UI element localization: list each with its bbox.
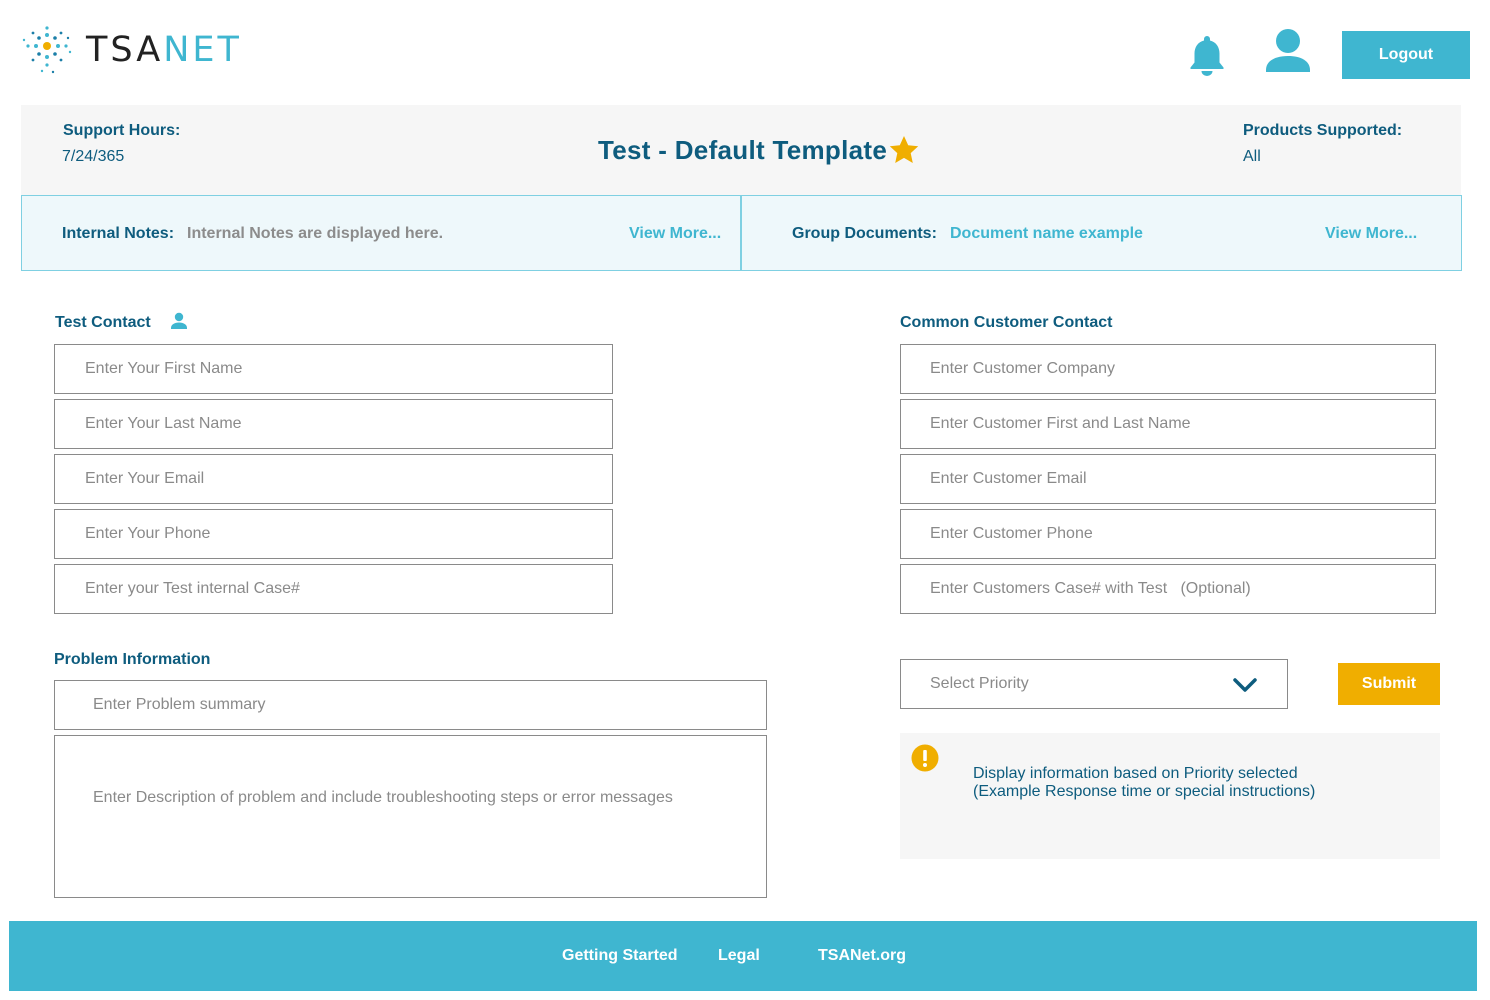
favorite-star-icon[interactable] bbox=[888, 134, 920, 166]
page-title: Test - Default Template bbox=[598, 135, 888, 165]
internal-case-input[interactable] bbox=[54, 564, 613, 614]
problem-description-textarea[interactable] bbox=[54, 735, 767, 898]
problem-summary-input[interactable] bbox=[54, 680, 767, 730]
customer-case-input[interactable] bbox=[900, 564, 1436, 614]
group-documents-view-more-link[interactable]: View More... bbox=[1325, 225, 1418, 242]
test-contact-title: Test Contact bbox=[55, 314, 151, 331]
priority-select-value: Select Priority bbox=[930, 675, 1029, 692]
products-supported-value: All bbox=[1243, 148, 1261, 165]
internal-notes-view-more-link[interactable]: View More... bbox=[629, 225, 722, 242]
customer-company-input[interactable] bbox=[900, 344, 1436, 394]
problem-information-title: Problem Information bbox=[54, 651, 211, 668]
support-hours-label: Support Hours: bbox=[63, 122, 181, 139]
customer-contact-title: Common Customer Contact bbox=[900, 314, 1113, 331]
notes-divider bbox=[740, 195, 742, 271]
customer-phone-input[interactable] bbox=[900, 509, 1436, 559]
customer-email-input[interactable] bbox=[900, 454, 1436, 504]
support-hours-value: 7/24/365 bbox=[62, 148, 125, 165]
email-input[interactable] bbox=[54, 454, 613, 504]
internal-notes-text: Internal Notes are displayed here. bbox=[187, 225, 444, 242]
last-name-input[interactable] bbox=[54, 399, 613, 449]
contact-person-icon[interactable] bbox=[170, 312, 188, 330]
warning-icon bbox=[911, 744, 939, 772]
priority-info-line-2: (Example Response time or special instructions) bbox=[973, 783, 1316, 800]
footer-link-getting-started[interactable]: Getting Started bbox=[562, 947, 678, 964]
internal-notes-label: Internal Notes: bbox=[62, 225, 175, 242]
logo-text-net: NET bbox=[163, 30, 242, 70]
phone-input[interactable] bbox=[54, 509, 613, 559]
tsanet-logo[interactable] bbox=[20, 24, 240, 78]
priority-info-panel bbox=[900, 733, 1440, 859]
group-document-link[interactable]: Document name example bbox=[950, 225, 1143, 242]
group-documents-label: Group Documents: bbox=[792, 225, 937, 242]
logo-text-tsa: TSA bbox=[86, 30, 164, 70]
logo-wordmark bbox=[86, 28, 242, 72]
customer-name-input[interactable] bbox=[900, 399, 1436, 449]
user-profile-icon[interactable] bbox=[1264, 28, 1312, 76]
first-name-input[interactable] bbox=[54, 344, 613, 394]
footer-link-tsanet-org[interactable]: TSANet.org bbox=[818, 947, 906, 964]
footer bbox=[9, 921, 1477, 991]
submit-button[interactable]: Submit bbox=[1338, 663, 1440, 705]
bell-icon[interactable] bbox=[1186, 34, 1228, 76]
products-supported-label: Products Supported: bbox=[1243, 122, 1403, 139]
footer-link-legal[interactable]: Legal bbox=[718, 947, 760, 964]
logo-burst-icon bbox=[20, 24, 80, 78]
chevron-down-icon bbox=[1233, 675, 1257, 695]
priority-info-line-1: Display information based on Priority selected bbox=[973, 765, 1298, 782]
logout-button[interactable]: Logout bbox=[1342, 31, 1470, 79]
priority-select[interactable] bbox=[900, 659, 1288, 709]
